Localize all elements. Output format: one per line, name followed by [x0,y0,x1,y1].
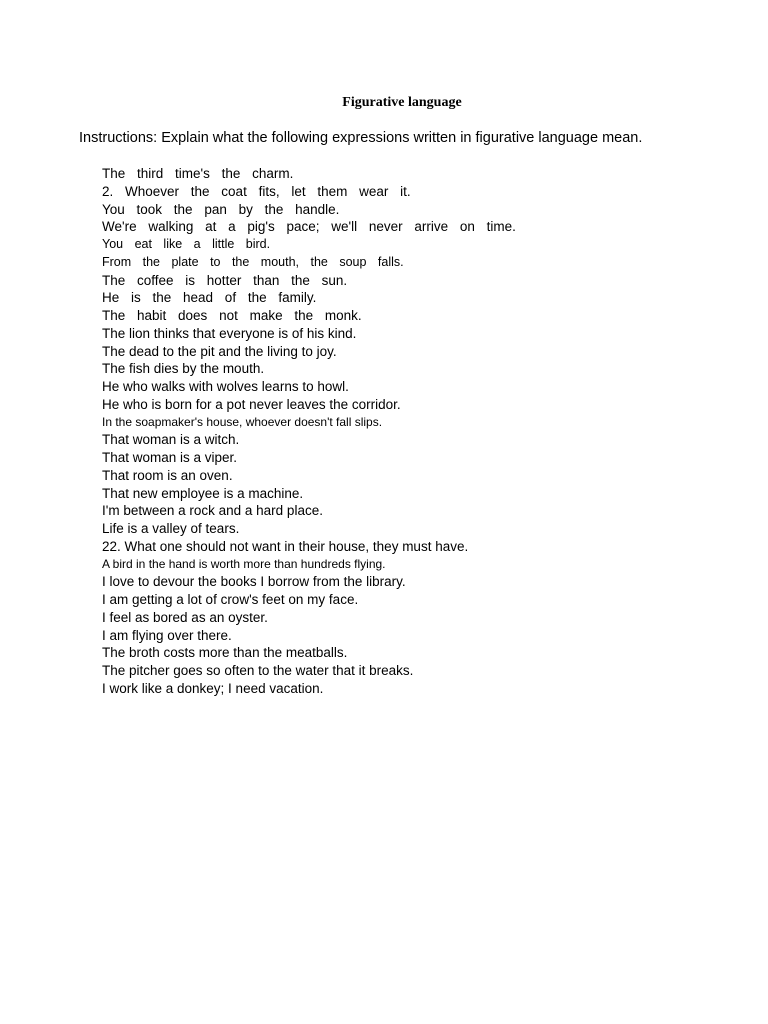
list-item: He is the head of the family. [102,290,317,306]
list-item: I'm between a rock and a hard place. [102,503,323,519]
list-item: That new employee is a machine. [102,485,304,501]
list-item: The pitcher goes so often to the water that it breaks. [102,663,414,678]
list-item: From the plate to the mouth, the soup falls. [102,254,404,269]
list-item: 2. Whoever the coat fits, let them wear it. [102,183,411,199]
list-item: The lion thinks that everyone is of his kind. [102,325,357,341]
list-item: The broth costs more than the meatballs. [102,645,348,661]
list-item: Life is a valley of tears. [102,521,240,536]
instructions-text: Instructions: Explain what the following expressions written in figurative language mean. [79,130,643,146]
list-item: That woman is a viper. [102,450,238,465]
list-item: The dead to the pit and the living to joy. [102,343,337,359]
list-item: That room is an oven. [102,467,233,483]
list-item: I love to devour the books I borrow from the library. [102,574,406,590]
list-item: The fish dies by the mouth. [102,361,265,377]
list-item: You eat like a little bird. [102,237,271,251]
list-item: That woman is a witch. [102,432,240,448]
list-item: I am getting a lot of crow's feet on my face. [102,592,359,607]
list-item: The habit does not make the monk. [102,308,362,323]
list-item: I work like a donkey; I need vacation. [102,680,324,696]
list-item: I am flying over there. [102,627,232,643]
list-item: The third time's the charm. [102,166,294,181]
list-item: I feel as bored as an oyster. [102,609,268,625]
list-item: We're walking at a pig's pace; we'll never arrive on time. [102,219,516,235]
list-item: 22. What one should not want in their house, they must have. [102,538,469,554]
list-item: He who walks with wolves learns to howl. [102,379,349,394]
expressions-list [102,165,516,698]
list-item: The coffee is hotter than the sun. [102,272,348,288]
list-item: He who is born for a pot never leaves the corridor. [102,396,401,412]
page-title: Figurative language [342,95,462,110]
list-item: A bird in the hand is worth more than hundreds flying. [102,556,386,571]
list-item: You took the pan by the handle. [102,201,340,217]
list-item: In the soapmaker's house, whoever doesn't fall slips. [102,414,383,429]
